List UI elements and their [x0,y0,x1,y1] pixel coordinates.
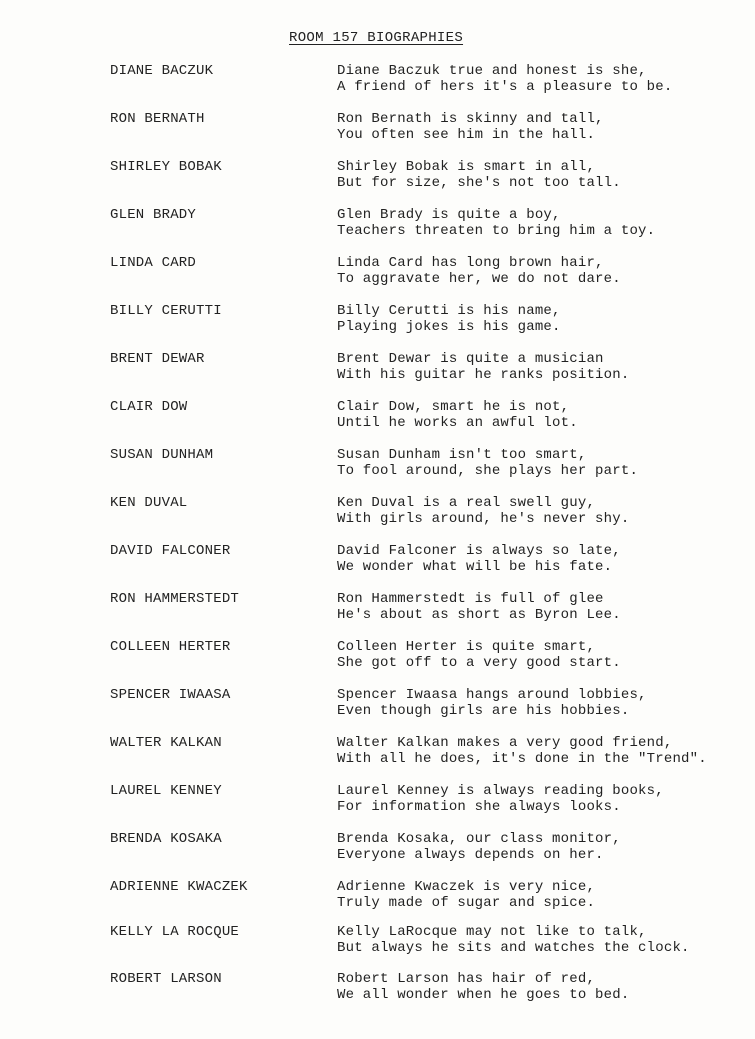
student-name: DAVID FALCONER [110,543,231,559]
student-name: KEN DUVAL [110,495,188,511]
verse-line-1: Linda Card has long brown hair, [337,255,604,271]
verse-line-1: Ron Bernath is skinny and tall, [337,111,604,127]
verse-line-1: Ron Hammerstedt is full of glee [337,591,604,607]
verse-line-2: You often see him in the hall. [337,127,596,143]
list-item [0,831,755,875]
student-name: SPENCER IWAASA [110,687,231,703]
verse-line-1: Glen Brady is quite a boy, [337,207,561,223]
student-name: SHIRLEY BOBAK [110,159,222,175]
list-item [0,399,755,443]
list-item [0,447,755,491]
list-item [0,303,755,347]
student-name: LAUREL KENNEY [110,783,222,799]
verse-line-1: Adrienne Kwaczek is very nice, [337,879,596,895]
verse-line-2: Until he works an awful lot. [337,415,578,431]
verse-line-1: Kelly LaRocque may not like to talk, [337,924,647,940]
biography-verse [337,879,595,911]
verse-line-2: Truly made of sugar and spice. [337,895,596,911]
biography-verse [337,303,561,335]
verse-line-2: Everyone always depends on her. [337,847,604,863]
verse-line-1: Brent Dewar is quite a musician [337,351,604,367]
biography-verse [337,591,621,623]
biography-verse [337,351,629,383]
list-item [0,879,755,923]
biography-verse [337,543,621,575]
biography-verse [337,159,621,191]
biography-verse [337,255,621,287]
list-item [0,159,755,203]
list-item [0,639,755,683]
verse-line-1: Laurel Kenney is always reading books, [337,783,664,799]
student-name: BRENT DEWAR [110,351,205,367]
verse-line-2: Even though girls are his hobbies. [337,703,630,719]
student-name: SUSAN DUNHAM [110,447,214,463]
biography-verse [337,687,647,719]
verse-line-1: Robert Larson has hair of red, [337,971,596,987]
verse-line-2: With all he does, it's done in the "Trend". [337,751,707,767]
verse-line-2: She got off to a very good start. [337,655,621,671]
student-name: LINDA CARD [110,255,197,271]
verse-line-1: Brenda Kosaka, our class monitor, [337,831,621,847]
verse-line-2: With his guitar he ranks position. [337,367,630,383]
verse-line-1: Billy Cerutti is his name, [337,303,561,319]
student-name: BRENDA KOSAKA [110,831,222,847]
student-name: ADRIENNE KWACZEK [110,879,248,895]
student-name: WALTER KALKAN [110,735,222,751]
list-item [0,63,755,107]
biography-verse [337,971,629,1003]
verse-line-1: Spencer Iwaasa hangs around lobbies, [337,687,647,703]
student-name: COLLEEN HERTER [110,639,231,655]
student-name: RON BERNATH [110,111,205,127]
verse-line-1: Susan Dunham isn't too smart, [337,447,587,463]
biography-verse [337,447,638,479]
biography-verse [337,399,578,431]
student-name: DIANE BACZUK [110,63,214,79]
student-name: GLEN BRADY [110,207,197,223]
verse-line-2: But always he sits and watches the clock. [337,940,690,956]
biography-verse [337,639,621,671]
biography-verse [337,495,629,527]
verse-line-2: With girls around, he's never shy. [337,511,630,527]
student-name: RON HAMMERSTEDT [110,591,240,607]
verse-line-1: Shirley Bobak is smart in all, [337,159,596,175]
biography-verse [337,831,621,863]
student-name: BILLY CERUTTI [110,303,222,319]
list-item [0,924,755,968]
student-name: CLAIR DOW [110,399,188,415]
list-item [0,591,755,635]
verse-line-2: Playing jokes is his game. [337,319,561,335]
list-item [0,971,755,1015]
verse-line-2: We wonder what will be his fate. [337,559,613,575]
verse-line-2: For information she always looks. [337,799,621,815]
biography-verse [337,207,655,239]
list-item [0,255,755,299]
biography-verse [337,63,672,95]
biography-verse [337,735,707,767]
verse-line-1: David Falconer is always so late, [337,543,621,559]
list-item [0,735,755,779]
verse-line-2: A friend of hers it's a pleasure to be. [337,79,673,95]
student-name: ROBERT LARSON [110,971,222,987]
list-item [0,687,755,731]
verse-line-2: We all wonder when he goes to bed. [337,987,630,1003]
page-title: ROOM 157 BIOGRAPHIES [289,30,464,46]
biography-verse [337,111,604,143]
biography-verse [337,783,664,815]
student-name: KELLY LA ROCQUE [110,924,240,940]
verse-line-2: To aggravate her, we do not dare. [337,271,621,287]
verse-line-1: Clair Dow, smart he is not, [337,399,570,415]
biography-verse [337,924,690,956]
verse-line-1: Ken Duval is a real swell guy, [337,495,596,511]
verse-line-2: But for size, she's not too tall. [337,175,621,191]
list-item [0,351,755,395]
list-item [0,783,755,827]
verse-line-1: Colleen Herter is quite smart, [337,639,596,655]
list-item [0,495,755,539]
verse-line-2: To fool around, she plays her part. [337,463,639,479]
verse-line-2: He's about as short as Byron Lee. [337,607,621,623]
verse-line-1: Diane Baczuk true and honest is she, [337,63,647,79]
list-item [0,543,755,587]
list-item [0,111,755,155]
verse-line-1: Walter Kalkan makes a very good friend, [337,735,673,751]
list-item [0,207,755,251]
verse-line-2: Teachers threaten to bring him a toy. [337,223,656,239]
